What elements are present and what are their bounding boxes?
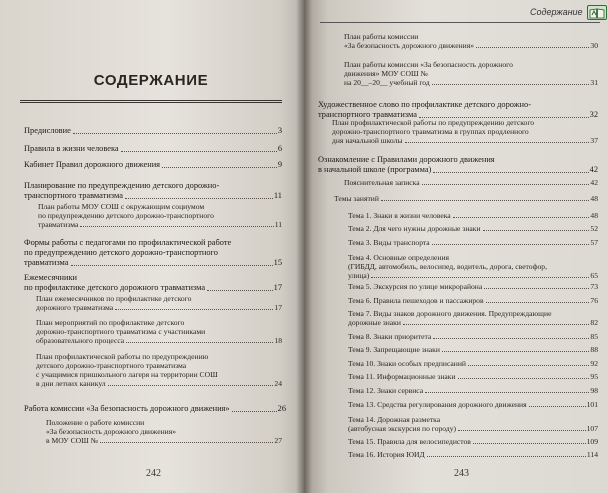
- dot-leader: [458, 378, 590, 379]
- dot-leader: [108, 385, 274, 386]
- toc-entry-text: по предупреждению детского дорожно-транспортного: [38, 211, 214, 220]
- toc-entry-text: Тема 2. Для чего нужны дорожные знаки: [348, 224, 481, 233]
- dot-leader: [529, 406, 586, 407]
- toc-entry-last-line: [348, 224, 598, 233]
- dot-leader: [100, 442, 273, 443]
- dot-leader: [381, 200, 590, 201]
- toc-page-number: 57: [590, 238, 598, 247]
- toc-entry-text: с учащимися пришкольного лагеря на территории СОШ: [36, 370, 218, 379]
- toc-entry-last-line: [332, 136, 598, 145]
- toc-page-number: 27: [274, 436, 282, 445]
- toc-entry-text: транспортного травматизма: [24, 191, 123, 200]
- toc-entry-text: Тема 9. Запрещающие знаки: [348, 345, 440, 354]
- toc-entry-text: Тема 6. Правила пешеходов и пассажиров: [348, 296, 484, 305]
- toc-entry-text: травматизма: [24, 258, 69, 267]
- toc-entry-last-line: [318, 165, 598, 175]
- header-rule: [320, 22, 600, 23]
- toc-entry: [36, 352, 282, 388]
- dot-leader: [468, 365, 589, 366]
- dot-leader: [115, 309, 273, 310]
- toc-entry-text: План работы комиссии: [344, 32, 419, 41]
- toc-entry-text: улица): [348, 271, 370, 280]
- toc-entry-last-line: [348, 296, 598, 305]
- toc-entry-text: (автобусная экскурсия по городу): [348, 424, 457, 433]
- toc-entry: [348, 282, 598, 291]
- toc-entry: [348, 400, 598, 409]
- toc-entry-last-line: [24, 191, 282, 201]
- dot-leader: [405, 142, 590, 143]
- toc-entry-text: Ежемесячники: [24, 273, 78, 282]
- toc-entry-last-line: [334, 194, 598, 203]
- dot-leader: [458, 430, 586, 431]
- toc-entry-text: образовательного процесса: [36, 336, 125, 345]
- toc-entry-text: Предисловие: [24, 126, 71, 135]
- toc-page-number: 48: [590, 194, 598, 203]
- toc-entry-last-line: [24, 144, 282, 154]
- toc-page-number: 48: [590, 211, 598, 220]
- page-number-right: 243: [454, 468, 469, 479]
- toc-page-number: 31: [590, 78, 598, 87]
- toc-entry-text: дорожные знаки: [348, 318, 401, 327]
- toc-entry-text: в МОУ СОШ №: [46, 436, 98, 445]
- toc-entry-text: травматизма: [38, 220, 79, 229]
- toc-entry-last-line: [36, 303, 282, 312]
- toc-entry-text: (ГИБДД, автомобиль, велосипед, водитель, дорога, светофор,: [348, 262, 547, 271]
- toc-entry-last-line: [24, 126, 282, 136]
- toc-entry-last-line: [348, 450, 598, 459]
- title-rule: [20, 100, 282, 103]
- toc-entry: [318, 100, 598, 120]
- toc-entry: [36, 294, 282, 312]
- toc-entry-text: Тема 1. Знаки в жизни человека: [348, 211, 451, 220]
- toc-entry-last-line: [348, 282, 598, 291]
- toc-page-number: 30: [590, 41, 598, 50]
- toc-entry-last-line: [348, 372, 598, 381]
- toc-entry: [348, 437, 598, 446]
- book-gutter: [296, 0, 312, 493]
- toc-entry-text: «За безопасность дорожного движения»: [46, 427, 176, 436]
- toc-entry: [344, 60, 598, 87]
- toc-entry: [46, 418, 282, 445]
- toc-entry-text: План мероприятий по профилактике детского: [36, 318, 185, 327]
- toc-page-number: 11: [273, 191, 282, 200]
- toc-entry-last-line: [24, 160, 282, 170]
- dot-leader: [125, 198, 273, 199]
- toc-entry-last-line: [348, 424, 598, 433]
- toc-entry: [348, 386, 598, 395]
- toc-entry: [348, 450, 598, 459]
- toc-page-number: 17: [273, 283, 282, 292]
- toc-entry-text: дорожного травматизма: [36, 303, 114, 312]
- toc-entry-text: Работа комиссии «За безопасность дорожного движения»: [24, 404, 230, 413]
- dot-leader: [486, 302, 590, 303]
- toc-entry-text: Тема 12. Знаки сервиса: [348, 386, 424, 395]
- dot-leader: [71, 265, 273, 266]
- toc-entry-last-line: [348, 332, 598, 341]
- toc-entry-text: План работы МОУ СОШ с окружающим социумом: [38, 202, 205, 211]
- toc-entry-last-line: [348, 359, 598, 368]
- toc-entry-text: Положение о работе комиссии: [46, 418, 145, 427]
- toc-entry-text: Тема 4. Основные определения: [348, 253, 450, 262]
- toc-entry-text: транспортного травматизма: [318, 110, 417, 119]
- toc-page-number: 18: [274, 336, 282, 345]
- toc-entry: [348, 224, 598, 233]
- toc-entry-text: на 20__–20__ учебный год: [344, 78, 430, 87]
- toc-page-number: 15: [273, 258, 282, 267]
- toc-page-number: 109: [586, 437, 598, 446]
- dot-leader: [232, 411, 277, 412]
- toc-entry: [344, 178, 598, 187]
- running-header-text: Содержание: [530, 7, 583, 17]
- toc-entry-text: в дни летних каникул: [36, 379, 106, 388]
- toc-entry-text: План работы комиссии «За безопасность дорожного: [344, 60, 513, 69]
- toc-entry: [24, 404, 286, 414]
- toc-entry: [348, 296, 598, 305]
- toc-entry: [24, 160, 282, 170]
- page-number-left: 242: [146, 468, 161, 479]
- toc-page-number: 76: [590, 296, 598, 305]
- book-icon: [587, 5, 607, 20]
- toc-entry: [344, 32, 598, 50]
- toc-title: СОДЕРЖАНИЕ: [93, 72, 209, 89]
- toc-page-number: 42: [589, 165, 598, 174]
- toc-entry-last-line: [24, 404, 286, 414]
- toc-entry-last-line: [348, 271, 598, 280]
- toc-entry-text: Тема 11. Информационные знаки: [348, 372, 456, 381]
- toc-page-number: 37: [590, 136, 598, 145]
- toc-page-number: 88: [590, 345, 598, 354]
- toc-entry-text: Ознакомление с Правилами дорожного движения: [318, 155, 495, 164]
- right-page: [304, 0, 608, 493]
- toc-entry-text: дорожно-транспортного травматизма в группах продленного: [332, 127, 529, 136]
- toc-entry-text: в начальной школе (программа): [318, 165, 432, 174]
- toc-page-number: 9: [277, 160, 282, 169]
- book-icon-svg: [589, 8, 605, 19]
- dot-leader: [432, 244, 590, 245]
- toc-entry-last-line: [344, 78, 598, 87]
- toc-entry: [24, 181, 282, 201]
- toc-entry: [348, 345, 598, 354]
- toc-entry-text: дорожно-транспортного травматизма с участниками: [36, 327, 206, 336]
- toc-entry-text: детского дорожно-транспортного травматизма: [36, 361, 187, 370]
- toc-entry: [24, 144, 282, 154]
- toc-entry: [348, 372, 598, 381]
- toc-page-number: 85: [590, 332, 598, 341]
- toc-entry: [348, 332, 598, 341]
- toc-entry-text: Формы работы с педагогами по профилактической работе: [24, 238, 232, 247]
- dot-leader: [484, 288, 589, 289]
- toc-entry-text: План ежемесячников по профилактике детского: [36, 294, 192, 303]
- toc-entry: [334, 194, 598, 203]
- toc-page-number: 17: [274, 303, 282, 312]
- dot-leader: [73, 133, 277, 134]
- toc-entry: [348, 211, 598, 220]
- dot-leader: [207, 290, 273, 291]
- toc-page-number: 92: [590, 359, 598, 368]
- toc-entry: [24, 273, 282, 293]
- toc-entry-text: Планирование по предупреждению детского дорожно-: [24, 181, 220, 190]
- dot-leader: [442, 351, 590, 352]
- toc-page-number: 65: [590, 271, 598, 280]
- toc-entry: [348, 253, 598, 280]
- toc-entry-last-line: [348, 238, 598, 247]
- toc-entry-text: Темы занятий: [334, 194, 379, 203]
- dot-leader: [483, 230, 590, 231]
- toc-page-number: 11: [274, 220, 282, 229]
- toc-entry-last-line: [38, 220, 282, 229]
- toc-entry-text: Тема 8. Знаки приоритета: [348, 332, 432, 341]
- toc-page-number: 101: [586, 400, 598, 409]
- toc-page-number: 114: [586, 450, 598, 459]
- toc-entry: [24, 238, 282, 268]
- toc-page-number: 32: [589, 110, 598, 119]
- toc-entry-last-line: [348, 400, 598, 409]
- toc-entry-text: Пояснительная записка: [344, 178, 420, 187]
- toc-page-number: 24: [274, 379, 282, 388]
- toc-entry: [332, 118, 598, 145]
- toc-entry: [318, 155, 598, 175]
- toc-entry-text: Тема 5. Экскурсия по улице микрорайона: [348, 282, 483, 291]
- toc-entry-text: План профилактической работы по предупреждению детского: [332, 118, 535, 127]
- toc-entry-text: по профилактике детского дорожного травматизма: [24, 283, 206, 292]
- toc-entry-text: Правила в жизни человека: [24, 144, 119, 153]
- toc-entry-last-line: [36, 336, 282, 345]
- dot-leader: [476, 47, 589, 48]
- dot-leader: [425, 392, 589, 393]
- dot-leader: [371, 277, 589, 278]
- toc-entry: [36, 318, 282, 345]
- toc-entry-last-line: [348, 345, 598, 354]
- toc-entry-last-line: [348, 437, 598, 446]
- toc-page-number: 6: [277, 144, 282, 153]
- toc-entry-text: Тема 14. Дорожная разметка: [348, 415, 441, 424]
- dot-leader: [121, 151, 277, 152]
- toc-page-number: 95: [590, 372, 598, 381]
- dot-leader: [473, 443, 586, 444]
- toc-entry: [348, 309, 598, 327]
- dot-leader: [403, 324, 589, 325]
- toc-entry-text: Тема 7. Виды знаков дорожного движения. Предупреждающие: [348, 309, 552, 318]
- toc-page-number: 98: [590, 386, 598, 395]
- dot-leader: [422, 184, 590, 185]
- toc-entry: [38, 202, 282, 229]
- dot-leader: [453, 217, 590, 218]
- toc-entry-text: Тема 10. Знаки особых предписаний: [348, 359, 466, 368]
- toc-page-number: 42: [590, 178, 598, 187]
- toc-page-number: 52: [590, 224, 598, 233]
- toc-entry-last-line: [348, 318, 598, 327]
- dot-leader: [162, 167, 277, 168]
- toc-entry-text: Художественное слово по профилактике детского дорожно-: [318, 100, 531, 109]
- toc-entry-text: Тема 3. Виды транспорта: [348, 238, 430, 247]
- dot-leader: [433, 338, 589, 339]
- dot-leader: [427, 456, 586, 457]
- toc-page-number: 73: [590, 282, 598, 291]
- dot-leader: [80, 226, 273, 227]
- toc-page-number: 82: [590, 318, 598, 327]
- running-header: [530, 4, 607, 20]
- toc-entry: [348, 238, 598, 247]
- toc-entry-text: Тема 13. Средства регулирования дорожного движения: [348, 400, 527, 409]
- toc-entry-last-line: [344, 41, 598, 50]
- toc-entry-text: дня начальной школы: [332, 136, 403, 145]
- toc-entry-text: План профилактической работы по предупреждению: [36, 352, 209, 361]
- toc-entry-text: Кабинет Правил дорожного движения: [24, 160, 161, 169]
- toc-entry-last-line: [348, 211, 598, 220]
- toc-page-number: 26: [277, 404, 286, 413]
- toc-page-number: 107: [586, 424, 598, 433]
- toc-entry-last-line: [24, 283, 282, 293]
- toc-entry-last-line: [344, 178, 598, 187]
- toc-entry-last-line: [46, 436, 282, 445]
- dot-leader: [126, 342, 273, 343]
- toc-entry-text: Тема 16. История ЮИД: [348, 450, 425, 459]
- toc-entry-text: «За безопасность дорожного движения»: [344, 41, 474, 50]
- toc-entry: [348, 415, 598, 433]
- toc-entry-text: Тема 15. Правила для велосипедистов: [348, 437, 471, 446]
- dot-leader: [432, 84, 590, 85]
- toc-entry-text: движения» МОУ СОШ №: [344, 69, 428, 78]
- toc-entry-last-line: [36, 379, 282, 388]
- toc-entry: [348, 359, 598, 368]
- toc-entry: [24, 126, 282, 136]
- toc-entry-text: по предупреждению детского дорожно-транспортного: [24, 248, 218, 257]
- toc-page-number: 3: [277, 126, 282, 135]
- toc-entry-last-line: [348, 386, 598, 395]
- toc-entry-last-line: [24, 258, 282, 268]
- dot-leader: [433, 172, 588, 173]
